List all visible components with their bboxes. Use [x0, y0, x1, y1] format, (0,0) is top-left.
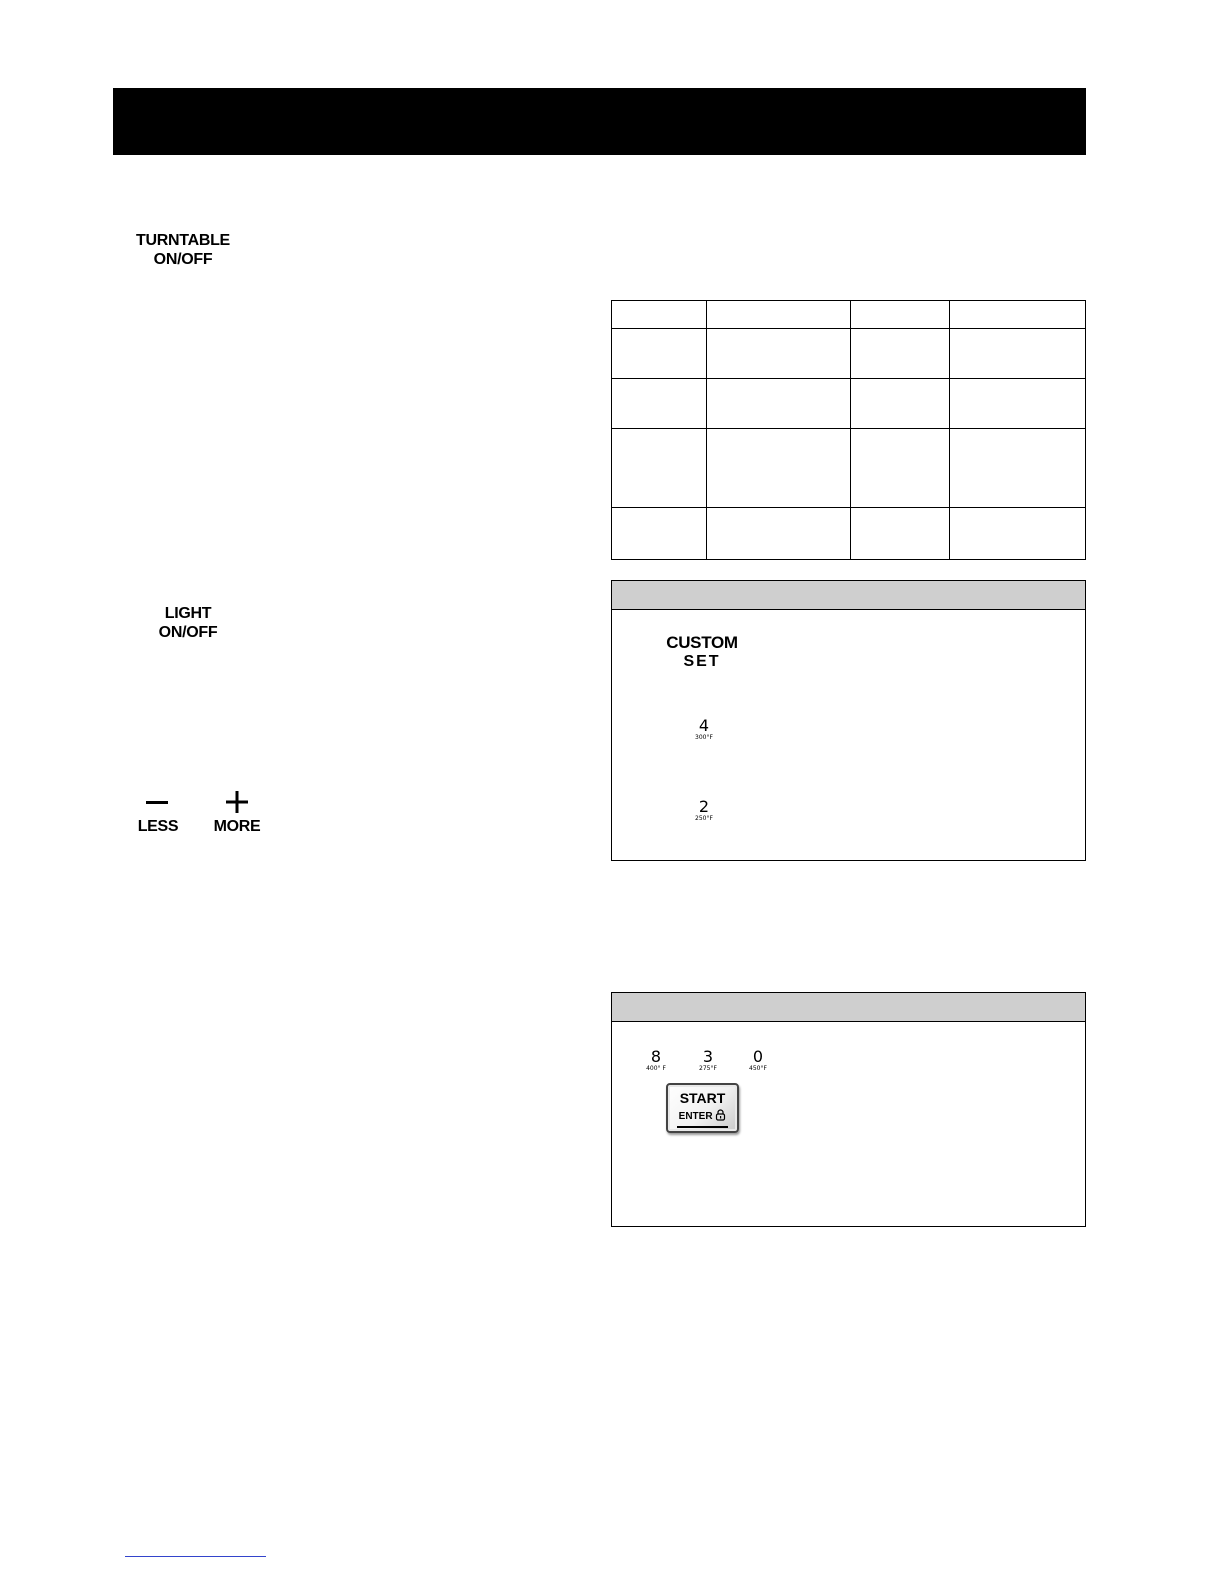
digit-number: 8	[650, 1047, 662, 1066]
digit-number: 2	[698, 797, 710, 816]
minus-icon	[145, 793, 169, 811]
plus-icon	[225, 790, 249, 814]
more-key-label: MORE	[213, 818, 261, 835]
start-enter-button	[666, 1083, 739, 1133]
digit-key-8	[636, 1049, 676, 1073]
section-header-bar	[113, 88, 1086, 155]
digit-number: 3	[702, 1047, 714, 1066]
light-key-line2: ON/OFF	[158, 624, 218, 641]
digit-number: 4	[698, 716, 710, 735]
custom-key-line1: CUSTOM	[666, 633, 738, 652]
turntable-key-line2: ON/OFF	[153, 251, 213, 268]
digit-temp: 250°F	[695, 815, 713, 822]
info-table	[611, 300, 1086, 560]
digit-key-0	[738, 1049, 778, 1073]
digit-temp: 300°F	[695, 734, 713, 741]
light-on-off-key	[143, 604, 233, 642]
light-key-line1: LIGHT	[164, 605, 212, 622]
start-label: START	[679, 1090, 726, 1106]
lock-icon	[715, 1109, 726, 1121]
panel-header	[612, 581, 1085, 610]
start-panel	[611, 992, 1086, 1227]
footer-link-underline	[125, 1556, 266, 1557]
custom-key-line2: SET	[683, 653, 721, 670]
custom-set-key	[652, 633, 752, 671]
panel-header	[612, 993, 1085, 1022]
table-row	[612, 379, 1086, 429]
digit-key-3	[688, 1049, 728, 1073]
digit-temp: 275°F	[699, 1065, 717, 1072]
turntable-on-off-key	[132, 231, 234, 269]
table-row	[612, 329, 1086, 379]
digit-number: 0	[752, 1047, 764, 1066]
turntable-key-line1: TURNTABLE	[136, 232, 230, 249]
digit-key-4	[684, 718, 724, 742]
enter-label: ENTER	[678, 1111, 713, 1122]
digit-temp: 450°F	[749, 1065, 767, 1072]
digit-key-2	[684, 799, 724, 823]
less-key-label: LESS	[137, 818, 179, 835]
enter-label-row	[677, 1108, 729, 1128]
custom-set-panel	[611, 580, 1086, 861]
table-row	[612, 508, 1086, 560]
table-row	[612, 301, 1086, 329]
digit-temp: 400° F	[646, 1065, 666, 1072]
table-row	[612, 429, 1086, 508]
